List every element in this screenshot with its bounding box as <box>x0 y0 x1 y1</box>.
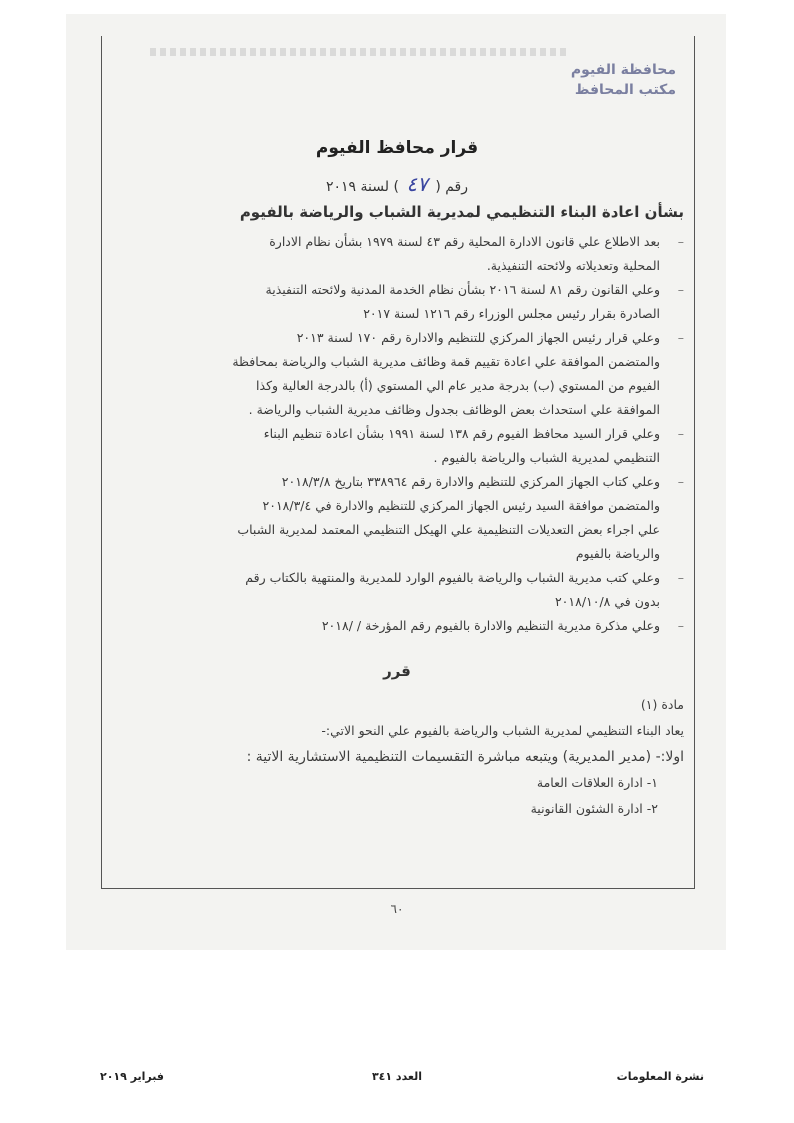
preamble-line: المحلية وتعديلاته ولائحته التنفيذية. <box>486 258 660 273</box>
preamble-item <box>126 326 686 422</box>
scan-noise <box>150 48 570 56</box>
article-one <box>124 692 684 822</box>
governorate-name: محافظة الفيوم <box>570 62 676 78</box>
governorate-header <box>571 60 676 100</box>
decision-heading: قرر <box>383 662 411 680</box>
decision-number-suffix: ) لسنة ٢٠١٩ <box>325 179 399 195</box>
preamble-line: الصادرة بقرار رئيس مجلس الوزراء رقم ١٢١٦ لسنة ٢٠١٧ <box>363 306 660 321</box>
footer-publication: نشرة المعلومات <box>616 1070 704 1083</box>
preamble-line: والمتضمن الموافقة علي اعادة تقييم قمة وظائف مديرية الشباب والرياضة بمحافظة <box>232 354 660 369</box>
decision-number-handwritten: ٤٧ <box>406 172 428 196</box>
preamble-item <box>126 230 686 278</box>
preamble-line: – بعد الاطلاع علي قانون الادارة المحلية رقم ٤٣ لسنة ١٩٧٩ بشأن نظام الادارة <box>269 234 660 249</box>
preamble-line: – وعلي كتب مديرية الشباب والرياضة بالفيوم الوارد للمديرية والمنتهية بالكتاب رقم <box>245 570 660 585</box>
preamble-item <box>126 614 686 638</box>
page-number: ٦٠ <box>390 902 404 916</box>
preamble-item <box>126 470 686 566</box>
preamble-line: التنظيمي لمديرية الشباب والرياضة بالفيوم . <box>433 450 660 465</box>
footer-date: فبراير ٢٠١٩ <box>100 1070 164 1083</box>
article-item: ٢- ادارة الشئون القانونية <box>530 801 658 816</box>
preamble-line: – وعلي كتاب الجهاز المركزي للتنظيم والادارة رقم ٣٣٨٩٦٤ بتاريخ ٢٠١٨/٣/٨ <box>281 474 660 489</box>
preamble-line: – وعلي مذكرة مديرية التنظيم والادارة بالفيوم رقم المؤرخة / /٢٠١٨ <box>321 618 660 633</box>
decision-number-prefix: رقم ( <box>435 179 468 195</box>
preamble-line: – وعلي قرار السيد محافظ الفيوم رقم ١٣٨ لسنة ١٩٩١ بشأن اعادة تنظيم البناء <box>263 426 660 441</box>
preamble-item <box>126 566 686 614</box>
decision-subject: بشأن اعادة البناء التنظيمي لمديرية الشباب والرياضة بالفيوم <box>239 203 684 221</box>
decision-number <box>150 172 644 196</box>
preamble-line: الموافقة علي استحداث بعض الوظائف بجدول وظائف مديرية الشباب والرياضة . <box>248 402 660 417</box>
preamble-list <box>126 230 686 638</box>
article-item: ١- ادارة العلاقات العامة <box>536 775 658 790</box>
page-footer <box>0 1070 794 1090</box>
footer-issue: العدد ٣٤١ <box>371 1070 423 1083</box>
office-name: مكتب المحافظ <box>574 82 676 98</box>
preamble-line: بدون في ٢٠١٨/١٠/٨ <box>554 594 660 609</box>
preamble-line: – وعلي القانون رقم ٨١ لسنة ٢٠١٦ بشأن نظام الخدمة المدنية ولائحته التنفيذية <box>265 282 660 297</box>
article-intro: يعاد البناء التنظيمي لمديرية الشباب والرياضة بالفيوم علي النحو الاتي:- <box>321 723 684 738</box>
preamble-line: – وعلي قرار رئيس الجهاز المركزي للتنظيم والادارة رقم ١٧٠ لسنة ٢٠١٣ <box>296 330 660 345</box>
decision-title: قرار محافظ الفيوم <box>315 138 479 158</box>
article-label: مادة (١) <box>640 697 684 712</box>
preamble-line: والرياضة بالفيوم <box>575 546 660 561</box>
preamble-line: علي اجراء بعض التعديلات التنظيمية علي الهيكل التنظيمي المعتمد لمديرية الشباب <box>237 522 660 537</box>
article-first-clause: اولا:- (مدير المديرية) ويتبعه مباشرة التقسيمات التنظيمية الاستشارية الاتية : <box>246 749 684 765</box>
preamble-line: والمتضمن موافقة السيد رئيس الجهاز المركزي للتنظيم والادارة في ٢٠١٨/٣/٤ <box>262 498 660 513</box>
preamble-item <box>126 278 686 326</box>
preamble-item <box>126 422 686 470</box>
preamble-line: الفيوم من المستوي (ب) بدرجة مدير عام الي المستوي (أ) بالدرجة العالية وكذا <box>256 378 660 393</box>
